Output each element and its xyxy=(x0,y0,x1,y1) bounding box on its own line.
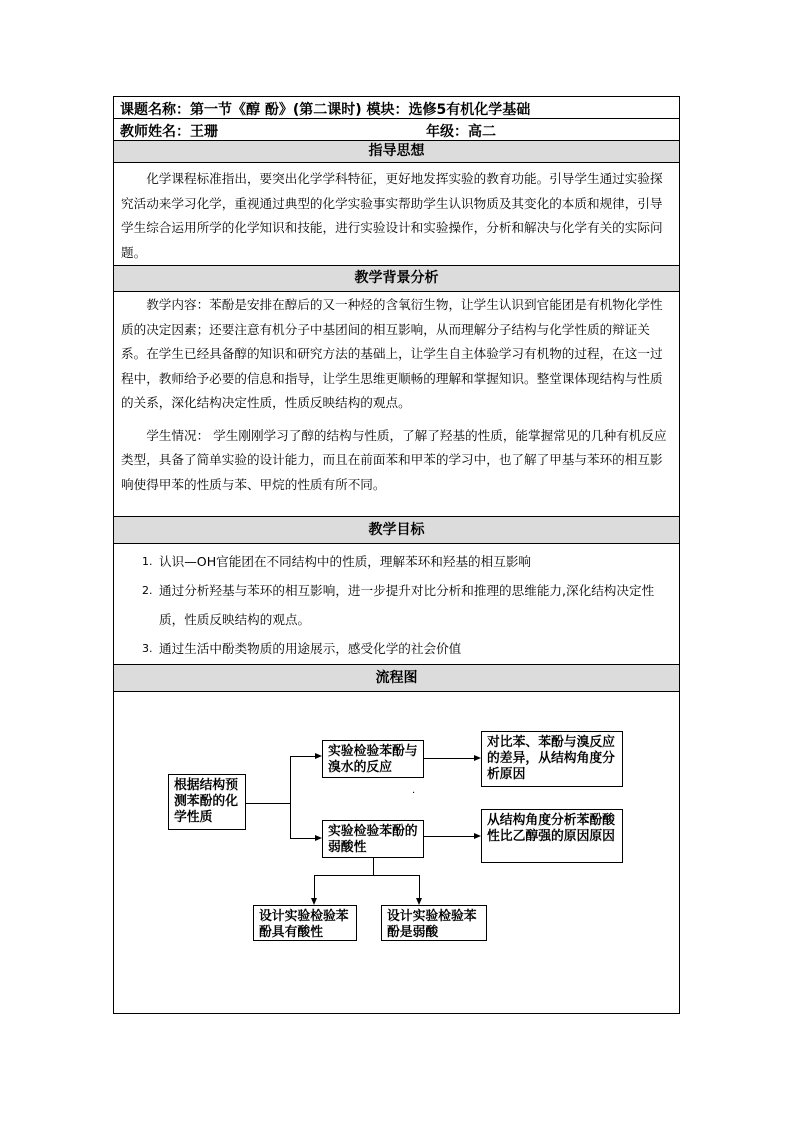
flow-title: 流程图 xyxy=(375,670,418,686)
flow-sub2-box: 设计实验检验苯酚是弱酸 xyxy=(381,905,487,941)
stray-dot: . xyxy=(412,785,416,796)
arrowhead xyxy=(311,898,317,905)
flowchart xyxy=(114,97,681,1015)
goal-number: 3. xyxy=(142,642,153,655)
arrowheads xyxy=(114,97,681,1015)
flow-result2-box: 从结构角度分析苯酚酸性比乙醇强的原因原因 xyxy=(481,809,623,863)
goal-text: 认识—OH官能团在不同结构中的性质，理解苯环和羟基的相互影响 xyxy=(159,554,532,569)
arrowhead xyxy=(474,755,481,761)
arrowhead xyxy=(474,833,481,839)
arrowhead xyxy=(315,835,322,841)
flow-exp2-box: 实验检验苯酚的弱酸性 xyxy=(322,820,424,858)
flow-start-box: 根据结构预测苯酚的化学性质 xyxy=(168,774,246,830)
lesson-plan-table xyxy=(113,96,680,1014)
goals-title: 教学目标 xyxy=(368,522,425,538)
flow-result1-box: 对比苯、苯酚与溴反应的差异，从结构角度分析原因 xyxy=(481,731,623,787)
guiding-title: 指导思想 xyxy=(368,143,425,159)
goal-text: 通过生活中酚类物质的用途展示，感受化学的社会价值 xyxy=(159,641,462,656)
grade: 年级：高二 xyxy=(426,124,496,140)
guiding-text: 化学课程标准指出，要突出化学学科特征，更好地发挥实验的教育功能。引导学生通过实验探究活动来学习化学，重视通过典型的化学实验事实帮助学生认识物质及其变化的本质和规律，引导学生综合运用所学的化学知识和技能，进行实验设计和实验操作，分析和解决与化学有关的实际问题。 xyxy=(121,171,663,260)
teacher-name: 教师姓名：王珊 xyxy=(120,124,218,140)
course-title: 课题名称：第一节《醇 酚》(第二课时) 模块：选修5有机化学基础 xyxy=(120,102,531,118)
goal-text: 通过分析羟基与苯环的相互影响，进一步提升对比分析和推理的思维能力,深化结构决定性质，性质反映结构的观点。 xyxy=(159,583,655,627)
flow-sub1-box: 设计实验检验苯酚具有酸性 xyxy=(253,905,357,941)
flow-exp1-box: 实验检验苯酚与溴水的反应 xyxy=(322,740,424,778)
arrowhead xyxy=(315,753,322,759)
goal-number: 2. xyxy=(142,584,153,597)
goal-number: 1. xyxy=(142,555,153,568)
background-title: 教学背景分析 xyxy=(354,270,439,286)
background-students: 学生情况： 学生刚刚学习了醇的结构与性质，了解了羟基的性质，能掌握常见的几种有机反应类型，具备了简单实验的设计能力，而且在前面苯和甲苯的学习中，也了解了甲基与苯环的相互影响使得甲苯的性质与苯、甲烷的性质有所不同。 xyxy=(121,427,667,492)
background-content: 教学内容：苯酚是安排在醇后的又一种烃的含氧衍生物，让学生认识到官能团是有机物化学性质的决定因素；还要注意有机分子中基团间的相互影响，从而理解分子结构与化学性质的辩证关系。在学生已经具备醇的知识和研究方法的基础上，让学生自主体验学习有机物的过程，在这一过程中，教师给予必要的信息和指导，让学生思维更顺畅的理解和掌握知识。整堂课体现结构与性质的关系，深化结构决定性质，性质反映结构的观点。 xyxy=(121,297,663,410)
arrowhead xyxy=(416,898,422,905)
